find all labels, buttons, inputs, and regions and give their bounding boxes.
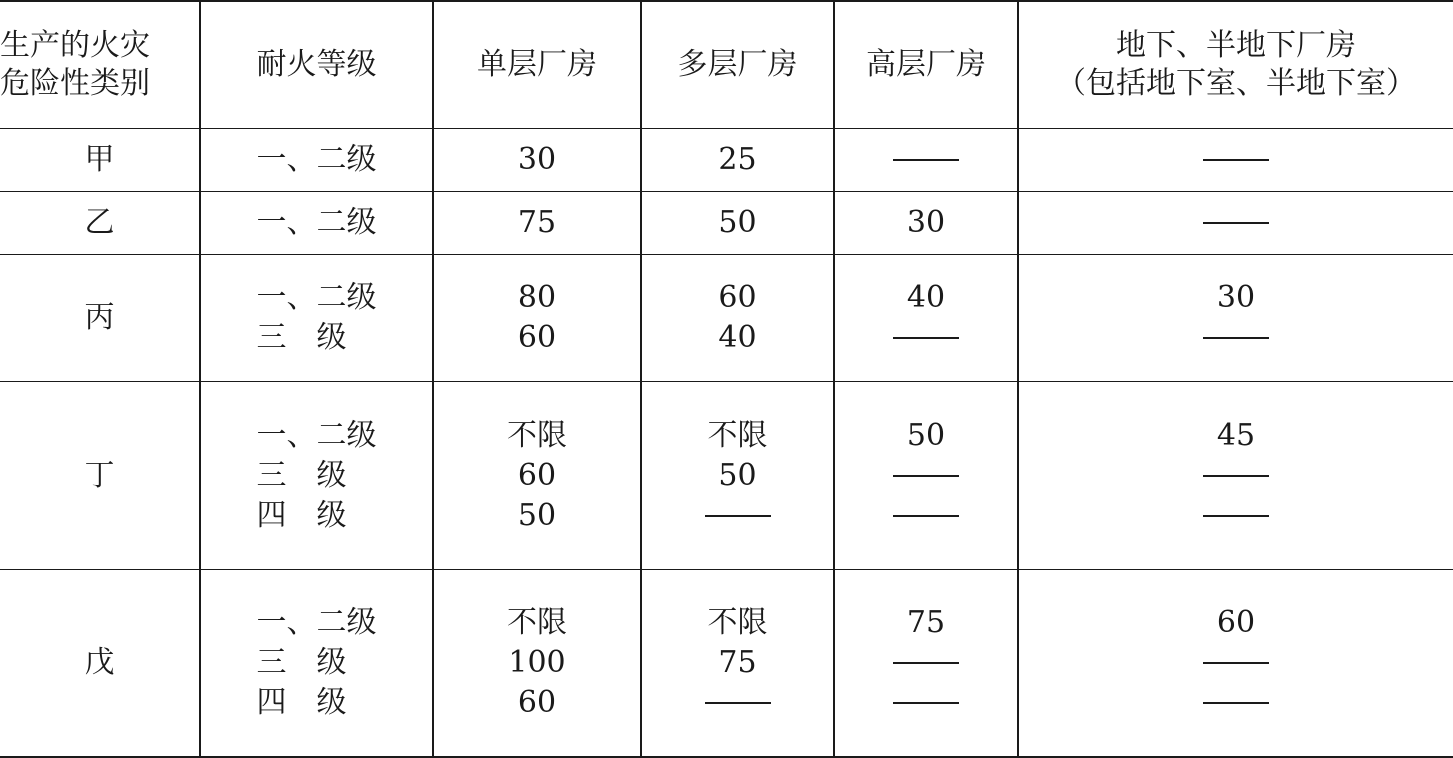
single-storey-area-cell [433, 382, 641, 570]
table-row [0, 254, 1453, 381]
fire-resistance-grade-cell [200, 128, 433, 191]
area-value: 不限 [707, 417, 768, 453]
category-cell [0, 382, 200, 570]
grade-label: 一、二级 [256, 417, 377, 453]
dash-value [893, 140, 959, 180]
area-value: 不限 [707, 604, 768, 640]
single-storey-area-stack [518, 278, 556, 358]
category-cell [0, 569, 200, 757]
high-rise-area-cell [834, 254, 1018, 381]
area-value: 50 [517, 497, 557, 533]
single-storey-area-cell [433, 254, 641, 381]
multi-storey-area-stack [705, 416, 771, 536]
area-value: 80 [517, 280, 557, 316]
high-rise-area-stack [893, 416, 959, 536]
underground-area-cell [1018, 128, 1453, 191]
header-text: 多层厂房 [677, 46, 798, 82]
header-cell-high-rise [834, 1, 1018, 128]
fire-resistance-grade-stack [257, 203, 377, 243]
category-text: 丙 [84, 300, 115, 336]
header-text: 生产的火灾 [0, 27, 150, 63]
area-value: 30 [906, 204, 946, 240]
dash-value [893, 496, 959, 536]
area-value: 不限 [507, 604, 567, 640]
header-text: 单层厂房 [477, 46, 597, 82]
header-text: 耐火等级 [256, 46, 377, 82]
area-value: 75 [517, 204, 557, 240]
header-cell-multi-storey [641, 1, 834, 128]
dash-value [1203, 203, 1269, 243]
dash-value [893, 643, 959, 683]
dash-value [1203, 318, 1269, 358]
high-rise-area-stack [893, 603, 959, 723]
category-text: 戊 [84, 644, 115, 680]
table-row [0, 191, 1453, 254]
grade-label: 三 级 [256, 644, 347, 680]
underground-area-stack [1203, 603, 1269, 723]
dash-mark [1203, 702, 1269, 704]
underground-area-cell [1018, 191, 1453, 254]
grade-label: 一、二级 [256, 204, 377, 240]
single-storey-area-stack [507, 416, 567, 536]
header-text: 危险性类别 [0, 65, 150, 101]
underground-area-cell [1018, 254, 1453, 381]
dash-mark [893, 662, 959, 664]
area-value: 100 [508, 644, 566, 680]
fire-resistance-grade-cell [200, 382, 433, 570]
area-value: 75 [906, 604, 946, 640]
multi-storey-area-cell [641, 128, 834, 191]
grade-label: 三 级 [256, 457, 347, 493]
fire-resistance-grade-cell [200, 569, 433, 757]
area-value: 60 [517, 320, 557, 356]
underground-area-cell [1018, 569, 1453, 757]
grade-label: 一、二级 [256, 604, 377, 640]
area-value: 75 [718, 644, 757, 680]
multi-storey-area-stack [718, 140, 756, 180]
area-value: 60 [1216, 604, 1256, 640]
category-cell [0, 191, 200, 254]
underground-area-stack [1203, 140, 1269, 180]
multi-storey-area-stack [718, 203, 756, 243]
dash-value [705, 496, 771, 536]
high-rise-area-cell [834, 382, 1018, 570]
area-value: 40 [906, 280, 946, 316]
header-row [0, 1, 1453, 128]
underground-area-stack [1203, 278, 1269, 358]
header-cell-fire-resistance-grade [200, 1, 433, 128]
grade-label: 一、二级 [256, 141, 377, 177]
table-row [0, 382, 1453, 570]
multi-storey-area-cell [641, 382, 834, 570]
dash-value [1203, 496, 1269, 536]
area-value: 50 [718, 457, 757, 493]
header-text: 地下、半地下厂房 [1116, 27, 1356, 63]
high-rise-area-stack [893, 140, 959, 180]
grade-label: 一、二级 [256, 280, 377, 316]
area-value: 30 [1216, 280, 1256, 316]
area-value: 60 [517, 684, 557, 720]
grade-label: 四 级 [256, 684, 347, 720]
dash-mark [1203, 159, 1269, 161]
fire-resistance-grade-cell [200, 191, 433, 254]
multi-storey-area-cell [641, 569, 834, 757]
dash-value [1203, 456, 1269, 496]
dash-mark [1203, 515, 1269, 517]
fire-resistance-grade-cell [200, 254, 433, 381]
multi-storey-area-stack [705, 603, 771, 723]
dash-value [1203, 140, 1269, 180]
category-cell [0, 128, 200, 191]
dash-mark [705, 515, 771, 517]
multi-storey-area-cell [641, 254, 834, 381]
single-storey-area-cell [433, 128, 641, 191]
dash-value [893, 456, 959, 496]
underground-area-cell [1018, 382, 1453, 570]
dash-mark [705, 702, 771, 704]
header-cell-single-storey [433, 1, 641, 128]
grade-label: 四 级 [256, 497, 347, 533]
high-rise-area-stack [907, 203, 945, 243]
area-value: 不限 [507, 417, 567, 453]
dash-mark [893, 702, 959, 704]
dash-value [893, 683, 959, 723]
single-storey-area-stack [518, 140, 556, 180]
header-text: （包括地下室、半地下室） [1056, 65, 1416, 101]
dash-mark [893, 515, 959, 517]
high-rise-area-cell [834, 128, 1018, 191]
category-text: 甲 [84, 141, 115, 177]
category-cell [0, 254, 200, 381]
dash-mark [1203, 337, 1269, 339]
single-storey-area-stack [507, 603, 567, 723]
grade-label: 三 级 [256, 320, 347, 356]
dash-value [893, 318, 959, 358]
area-value: 50 [906, 417, 946, 453]
single-storey-area-cell [433, 569, 641, 757]
table-row [0, 128, 1453, 191]
area-value: 30 [517, 141, 557, 177]
table-body [0, 128, 1453, 757]
category-text: 丁 [84, 457, 115, 493]
area-value: 45 [1216, 417, 1256, 453]
dash-mark [1203, 222, 1269, 224]
underground-area-stack [1203, 416, 1269, 536]
fire-resistance-grade-stack [257, 278, 377, 358]
dash-value [705, 683, 771, 723]
high-rise-area-stack [893, 278, 959, 358]
underground-area-stack [1203, 203, 1269, 243]
multi-storey-area-stack [718, 278, 756, 358]
header-cell-underground [1018, 1, 1453, 128]
fire-resistance-grade-stack [257, 140, 377, 180]
fire-resistance-grade-stack [257, 603, 377, 723]
table-row [0, 569, 1453, 757]
high-rise-area-cell [834, 191, 1018, 254]
dash-value [1203, 683, 1269, 723]
area-value: 60 [718, 280, 757, 316]
dash-mark [893, 159, 959, 161]
area-value: 25 [718, 141, 757, 177]
category-text: 乙 [84, 204, 115, 240]
area-value: 50 [718, 204, 757, 240]
fire-resistance-grade-stack [257, 416, 377, 536]
dash-value [1203, 643, 1269, 683]
dash-mark [1203, 475, 1269, 477]
high-rise-area-cell [834, 569, 1018, 757]
dash-mark [893, 337, 959, 339]
header-text: 高层厂房 [866, 46, 986, 82]
area-value: 60 [517, 457, 557, 493]
header-cell-fire-hazard-category [0, 1, 200, 128]
multi-storey-area-cell [641, 191, 834, 254]
area-value: 40 [718, 320, 757, 356]
dash-mark [1203, 662, 1269, 664]
single-storey-area-stack [518, 203, 556, 243]
dash-mark [893, 475, 959, 477]
single-storey-area-cell [433, 191, 641, 254]
